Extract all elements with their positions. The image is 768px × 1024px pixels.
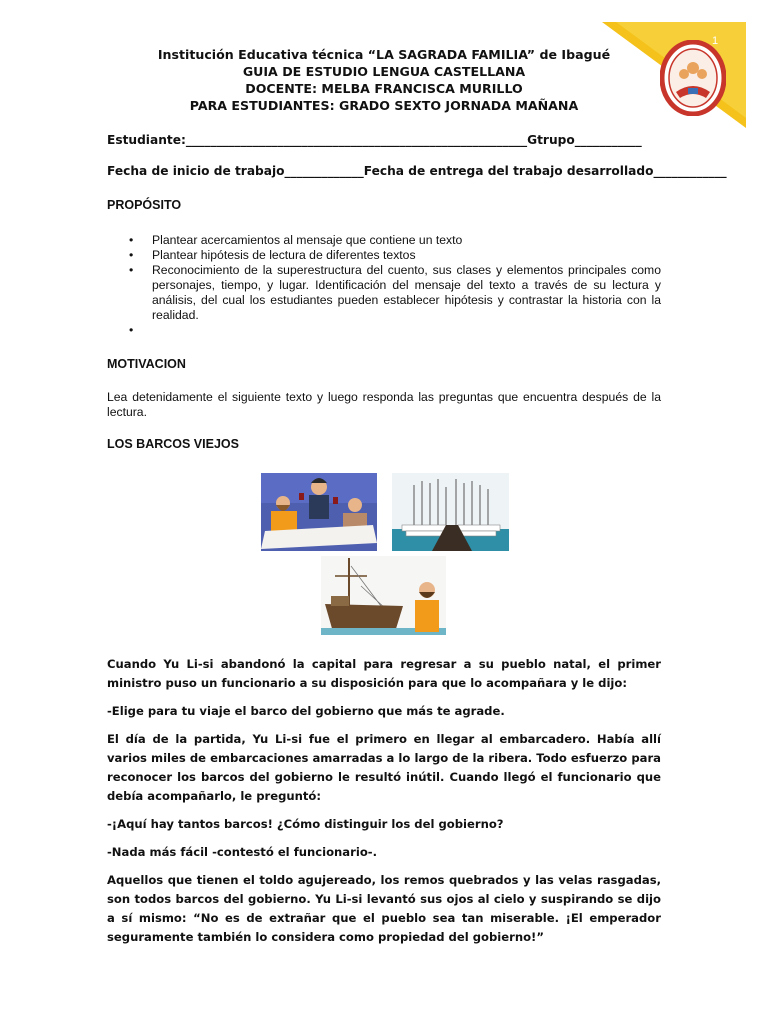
story-paragraph: -Elige para tu viaje el barco del gobierno que más te agrade.	[107, 704, 505, 718]
harbor-boats-illustration	[392, 473, 509, 551]
header-subject: GUIA DE ESTUDIO LENGUA CASTELLANA	[242, 64, 526, 79]
purpose-heading: PROPÓSITO	[107, 198, 182, 212]
header-students: PARA ESTUDIANTES: GRADO SEXTO JORNADA MAÑANA	[189, 98, 579, 113]
story-paragraph: Cuando Yu Li-si abandonó la capital para regresar a su pueblo natal, el primer ministro puso un funcionario a su disposición para que lo acompañara y le dijo:	[107, 657, 661, 690]
story-paragraph: -¡Aquí hay tantos barcos! ¿Cómo distinguir los del gobierno?	[107, 817, 504, 831]
story-paragraph: Aquellos que tienen el toldo agujereado, los remos quebrados y las velas rasgadas, son todos barcos del gobierno. Yu Li-si levantó sus ojos al cielo y suspirando se dijo a sí mismo: “No es de extrañar que el pueblo sea tan miserable. ¡El emperador seguramente también lo considera como propiedad del gobierno!”	[107, 873, 661, 944]
dates-field: Fecha de inicio de trabajo_____________Fecha de entrega del trabajo desarrollado____________	[107, 164, 727, 178]
page-number: 1	[712, 35, 719, 47]
motivation-heading: MOTIVACION	[107, 357, 186, 371]
story-body	[107, 655, 661, 956]
bullet-icon: •	[129, 263, 134, 277]
purpose-item	[107, 323, 661, 338]
purpose-item: • Plantear hipótesis de lectura de diferentes textos	[129, 248, 416, 262]
header-teacher: DOCENTE: MELBA FRANCISCA MURILLO	[245, 81, 523, 96]
bullet-icon: •	[129, 323, 134, 337]
purpose-list	[107, 233, 661, 338]
bullet-icon: •	[129, 248, 134, 262]
purpose-item: • Reconocimiento de la superestructura del cuento, sus clases y elementos principales como personajes, tiempo, y lugar. Identificación del mensaje del texto a través de su lectura y análisis, del cual los estudiantes pueden establecer hipótesis y contrastar la historia con la realidad.	[129, 263, 661, 322]
purpose-item: • Plantear acercamientos al mensaje que contiene un texto	[129, 233, 463, 247]
bullet-icon: •	[129, 233, 134, 247]
old-ship-sailor-illustration	[321, 556, 446, 635]
student-group-field: Estudiante:________________________________________________________Gtrupo___________	[107, 133, 642, 147]
story-paragraph: -Nada más fácil -contestó el funcionario-.	[107, 845, 378, 859]
story-title: LOS BARCOS VIEJOS	[107, 437, 239, 451]
header-institution: Institución Educativa técnica “LA SAGRADA FAMILIA” de Ibagué	[157, 47, 611, 62]
motivation-text: Lea detenidamente el siguiente texto y luego responda las preguntas que encuentra después de la lectura.	[107, 390, 661, 419]
men-at-table-illustration	[261, 473, 377, 551]
story-paragraph: El día de la partida, Yu Li-si fue el primero en llegar al embarcadero. Había allí varios miles de embarcaciones amarradas a lo largo de la ribera. Todo esfuerzo para reconocer los barcos del gobierno le resultó inútil. Cuando llegó el funcionario que debía acompañarlo, le preguntó:	[107, 732, 661, 803]
